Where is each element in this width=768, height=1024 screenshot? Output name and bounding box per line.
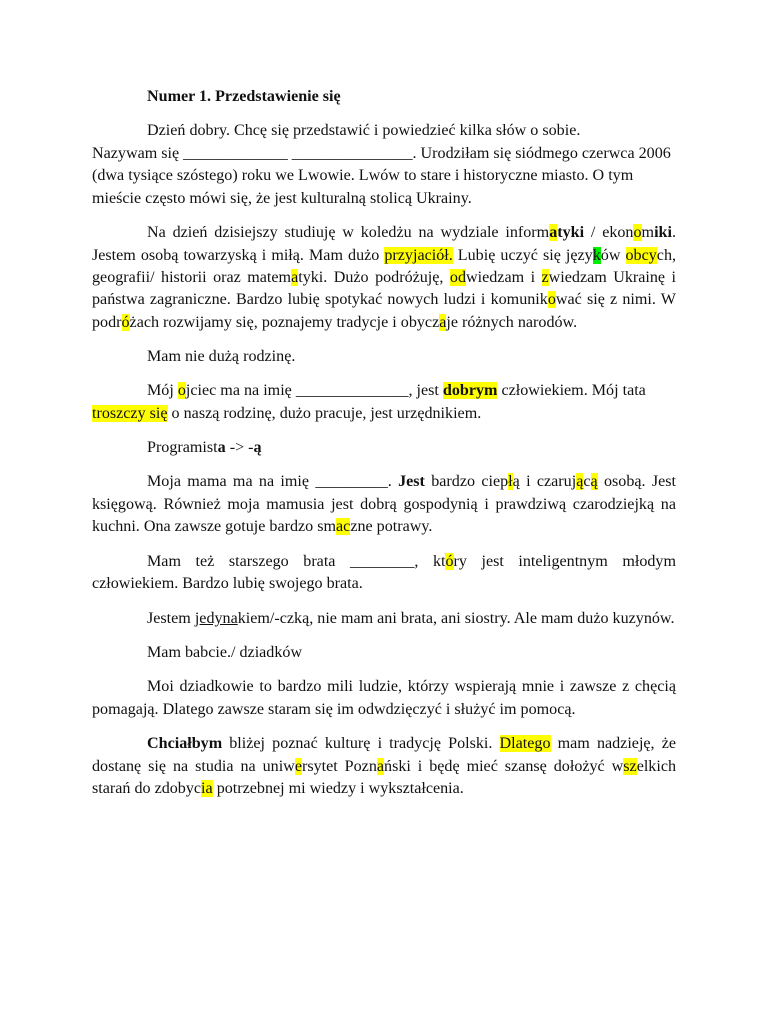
underlined-span: jedyna xyxy=(194,609,238,627)
paragraph-plans xyxy=(92,733,676,800)
highlight-mark: ac xyxy=(336,518,351,536)
highlight-mark: obcy xyxy=(625,246,657,264)
highlight-mark: a xyxy=(291,269,299,287)
text-span: . Jestem osobą towarzyską i miłą. Mam dużo xyxy=(92,224,676,264)
highlight-mark: o xyxy=(633,224,642,242)
text-span: wiedzam i xyxy=(466,269,542,287)
highlight-mark: sz xyxy=(623,757,637,775)
text-span: elkich starań do zdobyc xyxy=(92,757,677,797)
text-span: Programist xyxy=(147,439,218,457)
text-span: / ekon xyxy=(584,224,634,242)
text-span: m xyxy=(641,224,655,242)
text-span: Mój xyxy=(147,382,178,400)
text-span: Moja mama ma na imię _________. xyxy=(147,473,399,491)
text-span: ński i będę mieć szansę dołożyć w xyxy=(384,757,624,775)
highlight-mark: o xyxy=(547,291,556,309)
highlight-mark: Dlatego xyxy=(499,735,551,753)
highlight-mark: ó xyxy=(445,552,454,570)
paragraph-grandparents-heading: Mam babcie./ dziadków xyxy=(147,644,303,662)
highlight-mark: a xyxy=(439,313,447,331)
bold-span: a xyxy=(217,439,226,457)
text-span: -> - xyxy=(225,439,254,457)
highlight-mark: z xyxy=(541,269,549,287)
document-title: Numer 1. Przedstawienie się xyxy=(147,88,341,105)
bold-span: tyki xyxy=(557,224,585,242)
highlight-mark: od xyxy=(449,269,467,287)
paragraph-father xyxy=(92,380,676,425)
paragraph-grandparents: Moi dziadkowie to bardzo mili ludzie, którzy wspierają mnie i zawsze z chęcią pomagają. Dlatego zawsze staram się im odwdzięczyć i służyć im pomocą. xyxy=(92,678,676,718)
paragraph-brother xyxy=(92,551,676,596)
highlight-mark: a xyxy=(549,224,558,242)
bold-span: ą xyxy=(253,439,262,457)
highlight-mark: ł xyxy=(508,473,513,491)
text-span: człowiekiem. Mój tata xyxy=(497,382,646,400)
text-span: rsytet Pozn xyxy=(301,757,377,775)
paragraph-grammar-note xyxy=(92,437,676,459)
text-span: c xyxy=(583,473,591,491)
highlight-mark: dobrym xyxy=(442,382,498,400)
paragraph-only-child xyxy=(92,608,676,630)
document-page xyxy=(92,86,676,813)
text-span: je różnych narodów. xyxy=(446,313,578,331)
highlight-mark: e xyxy=(294,757,302,775)
text-span: Na dzień dzisiejszy studiuję w koledżu na wydziale inform xyxy=(147,224,550,242)
highlight-mark: ó xyxy=(121,313,130,331)
text-span: o naszą rodzinę, dużo pracuje, jest urzędnikiem. xyxy=(167,404,482,422)
text-span: bliżej poznać kulturę i tradycję Polski. xyxy=(222,735,500,753)
text-span: ry jest inteligentnym młodym człowiekiem. Bardzo lubię swojego brata. xyxy=(92,552,677,593)
text-span: ch, geografii/ historii oraz matem xyxy=(92,246,677,287)
intro-details: Nazywam się _____________ _______________. Urodziłam się siódmego czerwca 2006 (dwa tysiące szóstego) roku we Lwowie. Lwów to stare i historyczne miasto. O tym mieście często mówi się, że jest kulturalną stolicą Ukrainy. xyxy=(92,144,671,207)
paragraph-intro xyxy=(92,120,676,210)
highlight-mark: ą xyxy=(590,473,598,491)
text-span: potrzebnej mi wiedzy i wykształcenia. xyxy=(212,779,464,797)
paragraph-studies xyxy=(92,222,676,334)
text-span: Lubię uczyć się języ xyxy=(452,246,593,264)
bold-span: Chciałbym xyxy=(147,735,223,753)
bold-span: iki xyxy=(654,224,672,242)
text-span: kiem/-czką, nie mam ani brata, ani siostry. Ale mam dużo kuzynów. xyxy=(237,609,675,627)
paragraph-family: Mam nie dużą rodzinę. xyxy=(147,348,296,366)
text-span: Mam też starszego brata ________, kt xyxy=(147,552,446,570)
highlight-mark: o xyxy=(177,382,186,400)
text-span: osobą. Jest księgową. Również moja mamusia jest dobrą gospodynią i prawdziwą czarodziejką na kuchni. Ona zawsze gotuje bardzo sm xyxy=(92,473,676,536)
text-span: zne potrawy. xyxy=(350,518,433,536)
text-span: mam nadzieję, że dostanę się na studia na uniw xyxy=(92,735,677,775)
text-span: Jestem xyxy=(147,609,195,627)
text-span: ów xyxy=(600,246,626,264)
text-span: żach rozwijamy się, poznajemy tradycje i obycz xyxy=(129,313,440,331)
bold-span: Jest xyxy=(398,473,425,491)
text-span: tyki. Dużo podróżuję, xyxy=(298,269,450,287)
highlight-mark: a xyxy=(376,757,385,775)
paragraph-mother xyxy=(92,471,676,538)
intro-greeting: Dzień dobry. Chcę się przedstawić i powiedzieć kilka słów o sobie. xyxy=(147,122,581,140)
text-span: wiedzam Ukrainę i państwa zagraniczne. Bardzo lubię spotykać nowych ludzi i komunik xyxy=(92,269,676,309)
highlight-mark: przyjaciół. xyxy=(384,246,453,264)
text-span: ą i czaruj xyxy=(512,473,577,491)
highlight-mark: ia xyxy=(201,779,213,797)
green-highlight-mark: k xyxy=(592,246,601,264)
text-span: wać się z nimi. W podr xyxy=(92,291,676,331)
highlight-mark: ą xyxy=(576,473,584,491)
text-span: bardzo ciep xyxy=(424,473,509,491)
text-span: jciec ma na imię ______________, jest xyxy=(185,382,443,400)
highlight-mark: troszczy się xyxy=(92,404,168,422)
